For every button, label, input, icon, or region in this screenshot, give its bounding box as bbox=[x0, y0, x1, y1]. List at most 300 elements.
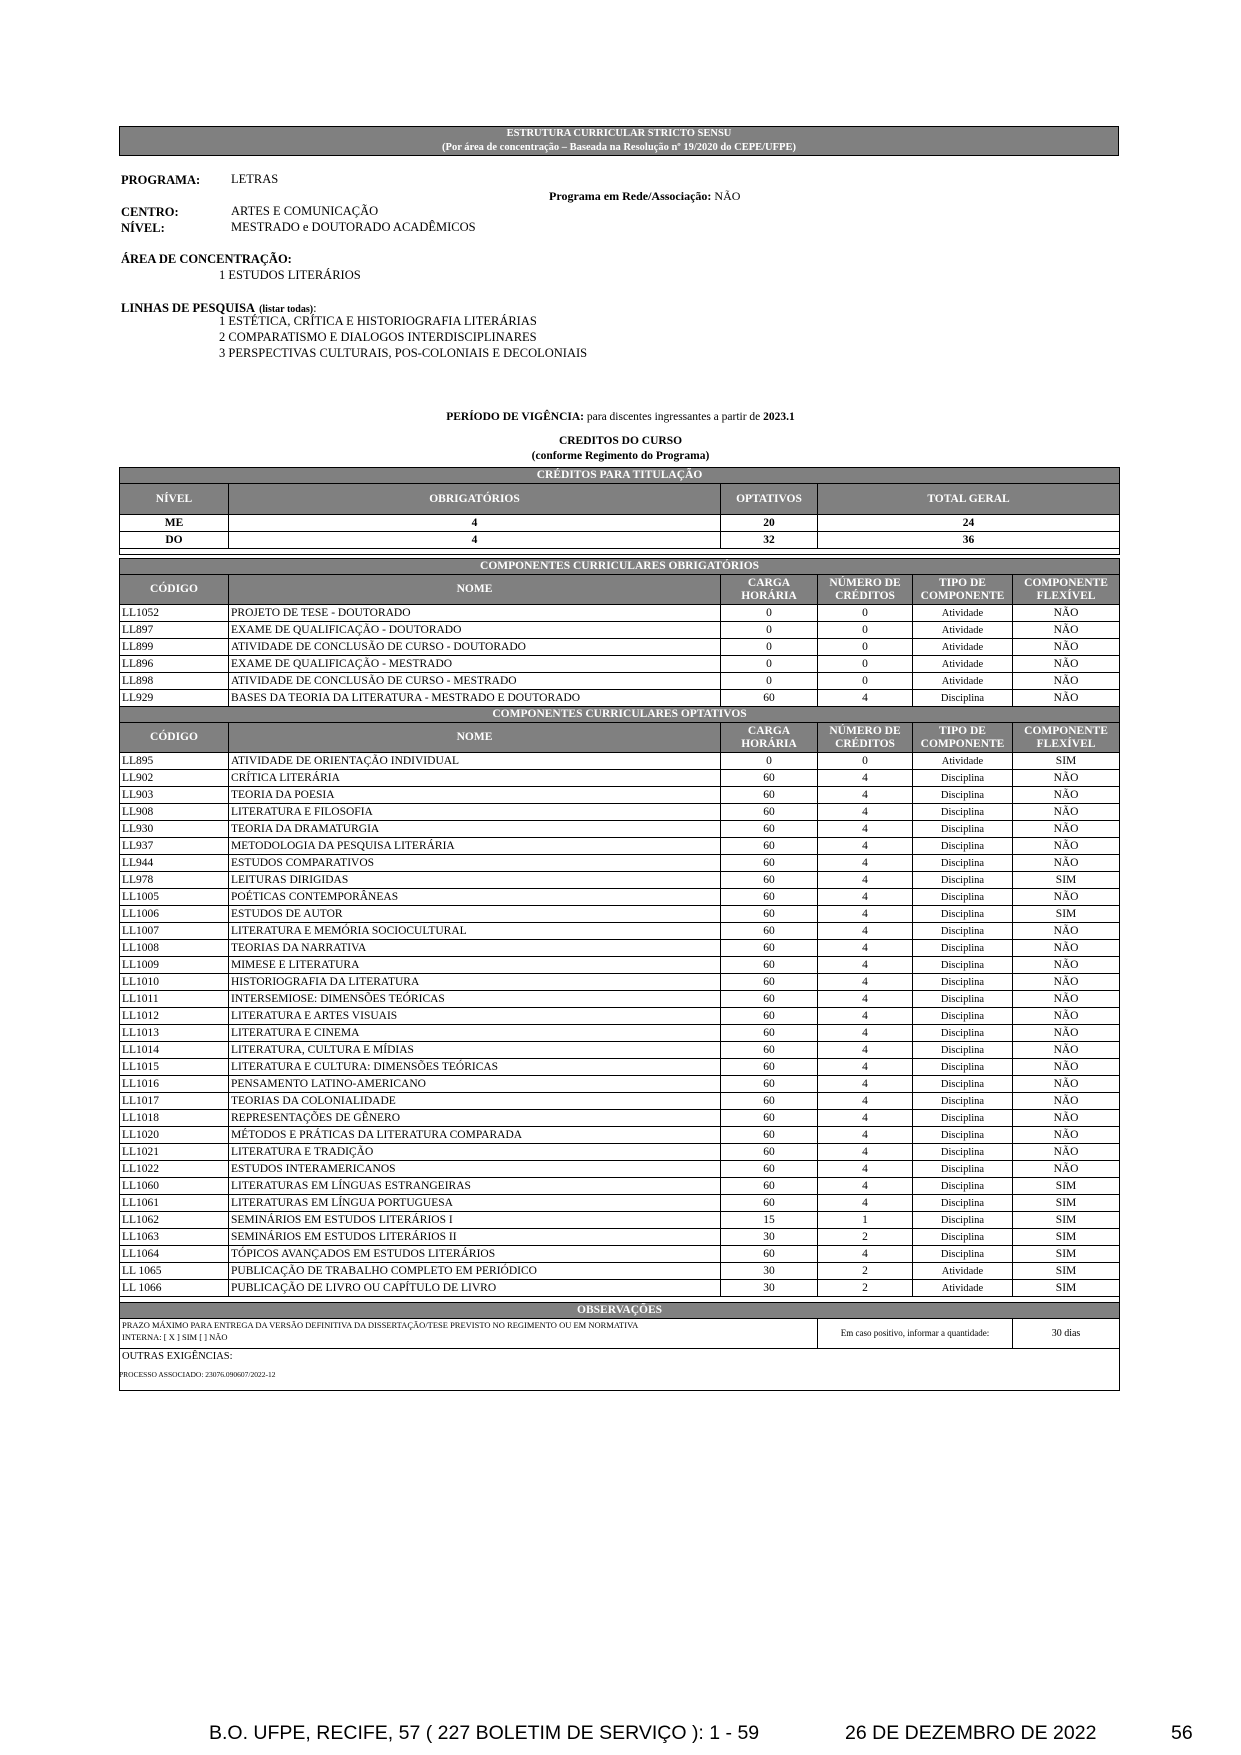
col-header-creditos: NÚMERO DE CRÉDITOS bbox=[818, 723, 913, 753]
linha-item-text: PERSPECTIVAS CULTURAIS, POS-COLONIAIS E DECOLONIAIS bbox=[228, 346, 588, 360]
header-banner bbox=[119, 126, 1119, 156]
vigencia bbox=[0, 411, 1241, 423]
cell-carga: 60 bbox=[721, 923, 818, 940]
cell-creditos: 4 bbox=[818, 1195, 913, 1212]
col-header-flexivel: COMPONENTE FLEXÍVEL bbox=[1013, 575, 1120, 605]
table-row bbox=[120, 1246, 1120, 1263]
creditos-band: CRÉDITOS PARA TITULAÇÃO bbox=[120, 468, 1120, 484]
cell-codigo: LL1007 bbox=[120, 923, 229, 940]
cell-codigo: LL902 bbox=[120, 770, 229, 787]
cell-flexivel: NÃO bbox=[1013, 770, 1120, 787]
cell-creditos: 4 bbox=[818, 940, 913, 957]
cell-tipo: Disciplina bbox=[913, 855, 1013, 872]
cell-flexivel: NÃO bbox=[1013, 804, 1120, 821]
caso-label: Em caso positivo, informar a quantidade: bbox=[818, 1319, 1013, 1349]
cell-flexivel: NÃO bbox=[1013, 821, 1120, 838]
cell-tipo: Atividade bbox=[913, 1280, 1013, 1297]
cell-nivel: DO bbox=[120, 532, 229, 549]
cell-codigo: LL1061 bbox=[120, 1195, 229, 1212]
cell-carga: 60 bbox=[721, 906, 818, 923]
cell-carga: 30 bbox=[721, 1229, 818, 1246]
col-header-carga: CARGA HORÁRIA bbox=[721, 723, 818, 753]
cell-carga: 60 bbox=[721, 1093, 818, 1110]
cell-codigo: LL1020 bbox=[120, 1127, 229, 1144]
table-row bbox=[120, 1059, 1120, 1076]
rede-field bbox=[549, 189, 740, 204]
cell-flexivel: NÃO bbox=[1013, 605, 1120, 622]
cell-codigo: LL1005 bbox=[120, 889, 229, 906]
col-header-nivel: NÍVEL bbox=[120, 484, 229, 515]
cell-codigo: LL 1066 bbox=[120, 1280, 229, 1297]
cell-carga: 60 bbox=[721, 821, 818, 838]
cell-tipo: Disciplina bbox=[913, 974, 1013, 991]
creditos-title: CREDITOS DO CURSO bbox=[558, 435, 683, 447]
cell-tipo: Disciplina bbox=[913, 821, 1013, 838]
table-row bbox=[120, 855, 1120, 872]
cell-nome: LITERATURA E CULTURA: DIMENSÕES TEÓRICAS bbox=[229, 1059, 721, 1076]
cell-nome: REPRESENTAÇÕES DE GÊNERO bbox=[229, 1110, 721, 1127]
nivel-label: NÍVEL: bbox=[121, 221, 165, 235]
table-row bbox=[120, 1161, 1120, 1178]
document-subtitle: (Por área de concentração – Baseada na Resolução nº 19/2020 do CEPE/UFPE) bbox=[442, 142, 796, 153]
cell-creditos: 4 bbox=[818, 1042, 913, 1059]
cell-carga: 0 bbox=[721, 656, 818, 673]
cell-creditos: 4 bbox=[818, 923, 913, 940]
cell-flexivel: SIM bbox=[1013, 753, 1120, 770]
area-item bbox=[219, 268, 361, 283]
table-row bbox=[120, 1110, 1120, 1127]
cell-creditos: 0 bbox=[818, 753, 913, 770]
cell-flexivel: NÃO bbox=[1013, 1008, 1120, 1025]
cell-creditos: 4 bbox=[818, 1059, 913, 1076]
cell-codigo: LL1009 bbox=[120, 957, 229, 974]
cell-codigo: LL898 bbox=[120, 673, 229, 690]
cell-flexivel: NÃO bbox=[1013, 838, 1120, 855]
cell-tipo: Atividade bbox=[913, 622, 1013, 639]
cell-creditos: 4 bbox=[818, 872, 913, 889]
cell-codigo: LL1011 bbox=[120, 991, 229, 1008]
area-item-num: 1 bbox=[219, 268, 226, 282]
cell-codigo: LL1021 bbox=[120, 1144, 229, 1161]
cell-nome: EXAME DE QUALIFICAÇÃO - MESTRADO bbox=[229, 656, 721, 673]
table-row bbox=[120, 1093, 1120, 1110]
cell-nome: METODOLOGIA DA PESQUISA LITERÁRIA bbox=[229, 838, 721, 855]
cell-tipo: Disciplina bbox=[913, 804, 1013, 821]
cell-creditos: 4 bbox=[818, 821, 913, 838]
cell-codigo: LL1012 bbox=[120, 1008, 229, 1025]
cell-codigo: LL897 bbox=[120, 622, 229, 639]
cell-codigo: LL1008 bbox=[120, 940, 229, 957]
cell-flexivel: SIM bbox=[1013, 1263, 1120, 1280]
area-label: ÁREA DE CONCENTRAÇÃO: bbox=[121, 252, 292, 266]
table-row bbox=[120, 923, 1120, 940]
cell-tipo: Disciplina bbox=[913, 957, 1013, 974]
prazo-cell bbox=[120, 1319, 818, 1349]
footer-date: 26 DE DEZEMBRO DE 2022 bbox=[845, 1722, 1097, 1744]
cell-tipo: Disciplina bbox=[913, 1127, 1013, 1144]
table-row bbox=[120, 656, 1120, 673]
cell-flexivel: NÃO bbox=[1013, 923, 1120, 940]
table-row bbox=[120, 1263, 1120, 1280]
rede-value: NÃO bbox=[714, 189, 741, 203]
cell-nome: LITERATURA E FILOSOFIA bbox=[229, 804, 721, 821]
cell-creditos: 4 bbox=[818, 974, 913, 991]
cell-total: 24 bbox=[818, 515, 1120, 532]
programa-label: PROGRAMA: bbox=[121, 173, 201, 187]
cell-flexivel: NÃO bbox=[1013, 855, 1120, 872]
optativos-section bbox=[120, 707, 1120, 1297]
cell-codigo: LL1022 bbox=[120, 1161, 229, 1178]
table-row bbox=[120, 1025, 1120, 1042]
cell-nome: HISTORIOGRAFIA DA LITERATURA bbox=[229, 974, 721, 991]
cell-tipo: Atividade bbox=[913, 673, 1013, 690]
cell-carga: 60 bbox=[721, 1195, 818, 1212]
cell-flexivel: NÃO bbox=[1013, 940, 1120, 957]
cell-codigo: LL1052 bbox=[120, 605, 229, 622]
cell-tipo: Disciplina bbox=[913, 872, 1013, 889]
col-header-optativos: OPTATIVOS bbox=[721, 484, 818, 515]
cell-codigo: LL1013 bbox=[120, 1025, 229, 1042]
cell-nome: PENSAMENTO LATINO-AMERICANO bbox=[229, 1076, 721, 1093]
cell-nome: SEMINÁRIOS EM ESTUDOS LITERÁRIOS I bbox=[229, 1212, 721, 1229]
cell-carga: 60 bbox=[721, 889, 818, 906]
cell-creditos: 4 bbox=[818, 1110, 913, 1127]
cell-tipo: Disciplina bbox=[913, 1178, 1013, 1195]
table-row bbox=[120, 872, 1120, 889]
table-row bbox=[120, 673, 1120, 690]
table-row bbox=[120, 974, 1120, 991]
cell-tipo: Disciplina bbox=[913, 1229, 1013, 1246]
cell-flexivel: NÃO bbox=[1013, 639, 1120, 656]
obrigatorios-band: COMPONENTES CURRICULARES OBRIGATÓRIOS bbox=[120, 559, 1120, 575]
creditos-subtitle: (conforme Regimento do Programa) bbox=[531, 450, 710, 462]
cell-creditos: 4 bbox=[818, 1161, 913, 1178]
cell-nome: TEORIAS DA COLONIALIDADE bbox=[229, 1093, 721, 1110]
cell-tipo: Disciplina bbox=[913, 787, 1013, 804]
cell-nome: POÉTICAS CONTEMPORÂNEAS bbox=[229, 889, 721, 906]
cell-creditos: 4 bbox=[818, 787, 913, 804]
cell-flexivel: SIM bbox=[1013, 1178, 1120, 1195]
cell-creditos: 0 bbox=[818, 656, 913, 673]
cell-tipo: Disciplina bbox=[913, 1246, 1013, 1263]
table-row bbox=[120, 787, 1120, 804]
table-row bbox=[120, 1280, 1120, 1297]
area-item-text: ESTUDOS LITERÁRIOS bbox=[228, 268, 361, 282]
cell-nome: TEORIAS DA NARRATIVA bbox=[229, 940, 721, 957]
col-header-nome: NOME bbox=[229, 575, 721, 605]
rede-label: Programa em Rede/Associação: bbox=[549, 189, 712, 203]
cell-carga: 15 bbox=[721, 1212, 818, 1229]
cell-carga: 60 bbox=[721, 1059, 818, 1076]
cell-optativos: 20 bbox=[721, 515, 818, 532]
col-header-codigo: CÓDIGO bbox=[120, 575, 229, 605]
table-row bbox=[120, 622, 1120, 639]
col-header-obrigatorios: OBRIGATÓRIOS bbox=[229, 484, 721, 515]
cell-codigo: LL1018 bbox=[120, 1110, 229, 1127]
cell-carga: 60 bbox=[721, 1144, 818, 1161]
linhas-note: (listar todas) bbox=[259, 304, 314, 315]
linha-item-num: 3 bbox=[219, 346, 226, 360]
cell-flexivel: SIM bbox=[1013, 1246, 1120, 1263]
cell-creditos: 4 bbox=[818, 957, 913, 974]
cell-nome: ATIVIDADE DE CONCLUSÃO DE CURSO - DOUTORADO bbox=[229, 639, 721, 656]
cell-tipo: Disciplina bbox=[913, 690, 1013, 707]
cell-carga: 60 bbox=[721, 690, 818, 707]
cell-creditos: 4 bbox=[818, 1178, 913, 1195]
cell-tipo: Disciplina bbox=[913, 1093, 1013, 1110]
observacoes-band: OBSERVAÇÕES bbox=[120, 1303, 1120, 1319]
cell-codigo: LL937 bbox=[120, 838, 229, 855]
cell-flexivel: NÃO bbox=[1013, 1076, 1120, 1093]
table-row bbox=[120, 1144, 1120, 1161]
processo-associado: PROCESSO ASSOCIADO: 23076.090607/2022-12 bbox=[119, 1370, 276, 1379]
cell-carga: 0 bbox=[721, 622, 818, 639]
cell-creditos: 4 bbox=[818, 1025, 913, 1042]
table-row bbox=[120, 838, 1120, 855]
cell-tipo: Disciplina bbox=[913, 1025, 1013, 1042]
table-row bbox=[120, 991, 1120, 1008]
cell-flexivel: NÃO bbox=[1013, 1144, 1120, 1161]
cell-creditos: 4 bbox=[818, 1008, 913, 1025]
cell-nome: CRÍTICA LITERÁRIA bbox=[229, 770, 721, 787]
cell-tipo: Atividade bbox=[913, 639, 1013, 656]
cell-flexivel: NÃO bbox=[1013, 1025, 1120, 1042]
cell-flexivel: SIM bbox=[1013, 1229, 1120, 1246]
table-row bbox=[120, 1008, 1120, 1025]
cell-carga: 60 bbox=[721, 1246, 818, 1263]
cell-creditos: 4 bbox=[818, 1093, 913, 1110]
linhas-label: LINHAS DE PESQUISA bbox=[121, 301, 256, 315]
col-header-total: TOTAL GERAL bbox=[818, 484, 1120, 515]
cell-flexivel: NÃO bbox=[1013, 1127, 1120, 1144]
table-row bbox=[120, 889, 1120, 906]
cell-codigo: LL903 bbox=[120, 787, 229, 804]
cell-creditos: 4 bbox=[818, 690, 913, 707]
cell-flexivel: NÃO bbox=[1013, 690, 1120, 707]
cell-creditos: 4 bbox=[818, 1144, 913, 1161]
cell-obrigatorios: 4 bbox=[229, 532, 721, 549]
cell-nome: LITERATURA E CINEMA bbox=[229, 1025, 721, 1042]
table-row bbox=[120, 804, 1120, 821]
prazo-quantidade: 30 dias bbox=[1013, 1319, 1120, 1349]
cell-flexivel: NÃO bbox=[1013, 1059, 1120, 1076]
cell-creditos: 0 bbox=[818, 605, 913, 622]
cell-carga: 60 bbox=[721, 855, 818, 872]
table-row bbox=[120, 940, 1120, 957]
table-row bbox=[120, 690, 1120, 707]
nivel-value: MESTRADO e DOUTORADO ACADÊMICOS bbox=[231, 220, 476, 234]
cell-codigo: LL1010 bbox=[120, 974, 229, 991]
cell-tipo: Disciplina bbox=[913, 1161, 1013, 1178]
centro-value: ARTES E COMUNICAÇÃO bbox=[231, 204, 379, 218]
prazo-text: PRAZO MÁXIMO PARA ENTREGA DA VERSÃO DEFINITIVA DA DISSERTAÇÃO/TESE PREVISTO NO REGIMENTO OU EM NORMATIVA bbox=[122, 1320, 639, 1330]
table-row bbox=[120, 1195, 1120, 1212]
outras-exigencias: OUTRAS EXIGÊNCIAS: bbox=[120, 1349, 1120, 1391]
cell-tipo: Disciplina bbox=[913, 940, 1013, 957]
cell-flexivel: NÃO bbox=[1013, 622, 1120, 639]
cell-nome: LITERATURA E MEMÓRIA SOCIOCULTURAL bbox=[229, 923, 721, 940]
linha-item-num: 1 bbox=[219, 314, 226, 328]
programa-value: LETRAS bbox=[231, 172, 279, 186]
cell-carga: 60 bbox=[721, 957, 818, 974]
col-header-nome: NOME bbox=[229, 723, 721, 753]
cell-creditos: 2 bbox=[818, 1229, 913, 1246]
cell-tipo: Atividade bbox=[913, 1263, 1013, 1280]
linhas-colon: : bbox=[313, 301, 317, 315]
cell-creditos: 4 bbox=[818, 1246, 913, 1263]
cell-codigo: LL978 bbox=[120, 872, 229, 889]
cell-flexivel: SIM bbox=[1013, 906, 1120, 923]
cell-codigo: LL930 bbox=[120, 821, 229, 838]
cell-tipo: Disciplina bbox=[913, 1042, 1013, 1059]
table-row bbox=[120, 1042, 1120, 1059]
cell-codigo: LL929 bbox=[120, 690, 229, 707]
cell-tipo: Atividade bbox=[913, 656, 1013, 673]
cell-creditos: 4 bbox=[818, 770, 913, 787]
cell-carga: 0 bbox=[721, 639, 818, 656]
linha-item-num: 2 bbox=[219, 330, 226, 344]
prazo-options: INTERNA: [ X ] SIM [ ] NÃO bbox=[122, 1332, 228, 1342]
cell-nome: PROJETO DE TESE - DOUTORADO bbox=[229, 605, 721, 622]
cell-codigo: LL 1065 bbox=[120, 1263, 229, 1280]
table-row bbox=[120, 821, 1120, 838]
cell-codigo: LL896 bbox=[120, 656, 229, 673]
cell-carga: 0 bbox=[721, 605, 818, 622]
cell-nome: ATIVIDADE DE ORIENTAÇÃO INDIVIDUAL bbox=[229, 753, 721, 770]
cell-nome: PUBLICAÇÃO DE LIVRO OU CAPÍTULO DE LIVRO bbox=[229, 1280, 721, 1297]
table-row bbox=[120, 1076, 1120, 1093]
cell-carga: 30 bbox=[721, 1263, 818, 1280]
cell-carga: 60 bbox=[721, 1042, 818, 1059]
linha-item bbox=[219, 346, 587, 361]
cell-codigo: LL1017 bbox=[120, 1093, 229, 1110]
table-row bbox=[120, 1127, 1120, 1144]
cell-flexivel: SIM bbox=[1013, 1195, 1120, 1212]
cell-carga: 60 bbox=[721, 1161, 818, 1178]
cell-codigo: LL1060 bbox=[120, 1178, 229, 1195]
cell-nome: EXAME DE QUALIFICAÇÃO - DOUTORADO bbox=[229, 622, 721, 639]
cell-nome: LITERATURAS EM LÍNGUAS ESTRANGEIRAS bbox=[229, 1178, 721, 1195]
cell-nome: MIMESE E LITERATURA bbox=[229, 957, 721, 974]
cell-tipo: Disciplina bbox=[913, 1144, 1013, 1161]
cell-carga: 60 bbox=[721, 770, 818, 787]
cell-carga: 60 bbox=[721, 1127, 818, 1144]
cell-codigo: LL1015 bbox=[120, 1059, 229, 1076]
table-row bbox=[120, 605, 1120, 622]
cell-nome: ESTUDOS DE AUTOR bbox=[229, 906, 721, 923]
cell-nome: INTERSEMIOSE: DIMENSÕES TEÓRICAS bbox=[229, 991, 721, 1008]
table-row bbox=[120, 532, 1120, 549]
cell-creditos: 0 bbox=[818, 673, 913, 690]
cell-nome: TÓPICOS AVANÇADOS EM ESTUDOS LITERÁRIOS bbox=[229, 1246, 721, 1263]
cell-nome: ATIVIDADE DE CONCLUSÃO DE CURSO - MESTRADO bbox=[229, 673, 721, 690]
cell-codigo: LL1064 bbox=[120, 1246, 229, 1263]
cell-carga: 60 bbox=[721, 1025, 818, 1042]
cell-creditos: 4 bbox=[818, 889, 913, 906]
cell-tipo: Atividade bbox=[913, 605, 1013, 622]
cell-tipo: Disciplina bbox=[913, 923, 1013, 940]
creditos-table bbox=[119, 467, 1120, 555]
table-row bbox=[120, 957, 1120, 974]
cell-carga: 60 bbox=[721, 974, 818, 991]
linha-item-text: ESTÉTICA, CRÍTICA E HISTORIOGRAFIA LITERÁRIAS bbox=[228, 314, 537, 328]
cell-flexivel: NÃO bbox=[1013, 1093, 1120, 1110]
cell-carga: 60 bbox=[721, 1008, 818, 1025]
cell-carga: 60 bbox=[721, 1076, 818, 1093]
table-row bbox=[120, 639, 1120, 656]
cell-codigo: LL1014 bbox=[120, 1042, 229, 1059]
cell-creditos: 4 bbox=[818, 804, 913, 821]
cell-creditos: 4 bbox=[818, 1127, 913, 1144]
cell-carga: 60 bbox=[721, 991, 818, 1008]
cell-flexivel: SIM bbox=[1013, 1212, 1120, 1229]
cell-creditos: 0 bbox=[818, 622, 913, 639]
vigencia-text: para discentes ingressantes a partir de bbox=[586, 411, 761, 423]
cell-flexivel: NÃO bbox=[1013, 1161, 1120, 1178]
cell-codigo: LL899 bbox=[120, 639, 229, 656]
cell-tipo: Disciplina bbox=[913, 1110, 1013, 1127]
cell-carga: 0 bbox=[721, 673, 818, 690]
col-header-tipo: TIPO DE COMPONENTE bbox=[913, 723, 1013, 753]
cell-flexivel: NÃO bbox=[1013, 1042, 1120, 1059]
cell-flexivel: NÃO bbox=[1013, 991, 1120, 1008]
col-header-creditos: NÚMERO DE CRÉDITOS bbox=[818, 575, 913, 605]
cell-creditos: 0 bbox=[818, 639, 913, 656]
cell-flexivel: NÃO bbox=[1013, 787, 1120, 804]
cell-codigo: LL895 bbox=[120, 753, 229, 770]
cell-total: 36 bbox=[818, 532, 1120, 549]
cell-creditos: 4 bbox=[818, 991, 913, 1008]
cell-nome: SEMINÁRIOS EM ESTUDOS LITERÁRIOS II bbox=[229, 1229, 721, 1246]
cell-nome: LITERATURA E ARTES VISUAIS bbox=[229, 1008, 721, 1025]
cell-optativos: 32 bbox=[721, 532, 818, 549]
cell-tipo: Disciplina bbox=[913, 1059, 1013, 1076]
cell-nivel: ME bbox=[120, 515, 229, 532]
cell-nome: BASES DA TEORIA DA LITERATURA - MESTRADO E DOUTORADO bbox=[229, 690, 721, 707]
cell-tipo: Atividade bbox=[913, 753, 1013, 770]
cell-carga: 60 bbox=[721, 872, 818, 889]
cell-tipo: Disciplina bbox=[913, 906, 1013, 923]
cell-nome: PUBLICAÇÃO DE TRABALHO COMPLETO EM PERIÓDICO bbox=[229, 1263, 721, 1280]
cell-flexivel: NÃO bbox=[1013, 656, 1120, 673]
cell-nome: MÉTODOS E PRÁTICAS DA LITERATURA COMPARADA bbox=[229, 1127, 721, 1144]
footer-page-number: 56 bbox=[1171, 1722, 1193, 1744]
cell-codigo: LL908 bbox=[120, 804, 229, 821]
cell-codigo: LL1063 bbox=[120, 1229, 229, 1246]
table-row bbox=[120, 770, 1120, 787]
cell-nome: LEITURAS DIRIGIDAS bbox=[229, 872, 721, 889]
creditos-heading bbox=[0, 434, 1241, 464]
col-header-carga: CARGA HORÁRIA bbox=[721, 575, 818, 605]
cell-tipo: Disciplina bbox=[913, 1076, 1013, 1093]
cell-carga: 60 bbox=[721, 1110, 818, 1127]
obrigatorios-section bbox=[120, 559, 1120, 707]
cell-creditos: 4 bbox=[818, 838, 913, 855]
cell-tipo: Disciplina bbox=[913, 838, 1013, 855]
cell-tipo: Disciplina bbox=[913, 1212, 1013, 1229]
cell-creditos: 2 bbox=[818, 1280, 913, 1297]
linha-item bbox=[219, 330, 537, 345]
vigencia-label: PERÍODO DE VIGÊNCIA: bbox=[446, 411, 585, 423]
cell-creditos: 4 bbox=[818, 1076, 913, 1093]
document-title: ESTRUTURA CURRICULAR STRICTO SENSU bbox=[506, 128, 732, 139]
cell-codigo: LL944 bbox=[120, 855, 229, 872]
cell-tipo: Disciplina bbox=[913, 991, 1013, 1008]
cell-codigo: LL1016 bbox=[120, 1076, 229, 1093]
cell-flexivel: NÃO bbox=[1013, 974, 1120, 991]
cell-tipo: Disciplina bbox=[913, 889, 1013, 906]
table-row bbox=[120, 1212, 1120, 1229]
